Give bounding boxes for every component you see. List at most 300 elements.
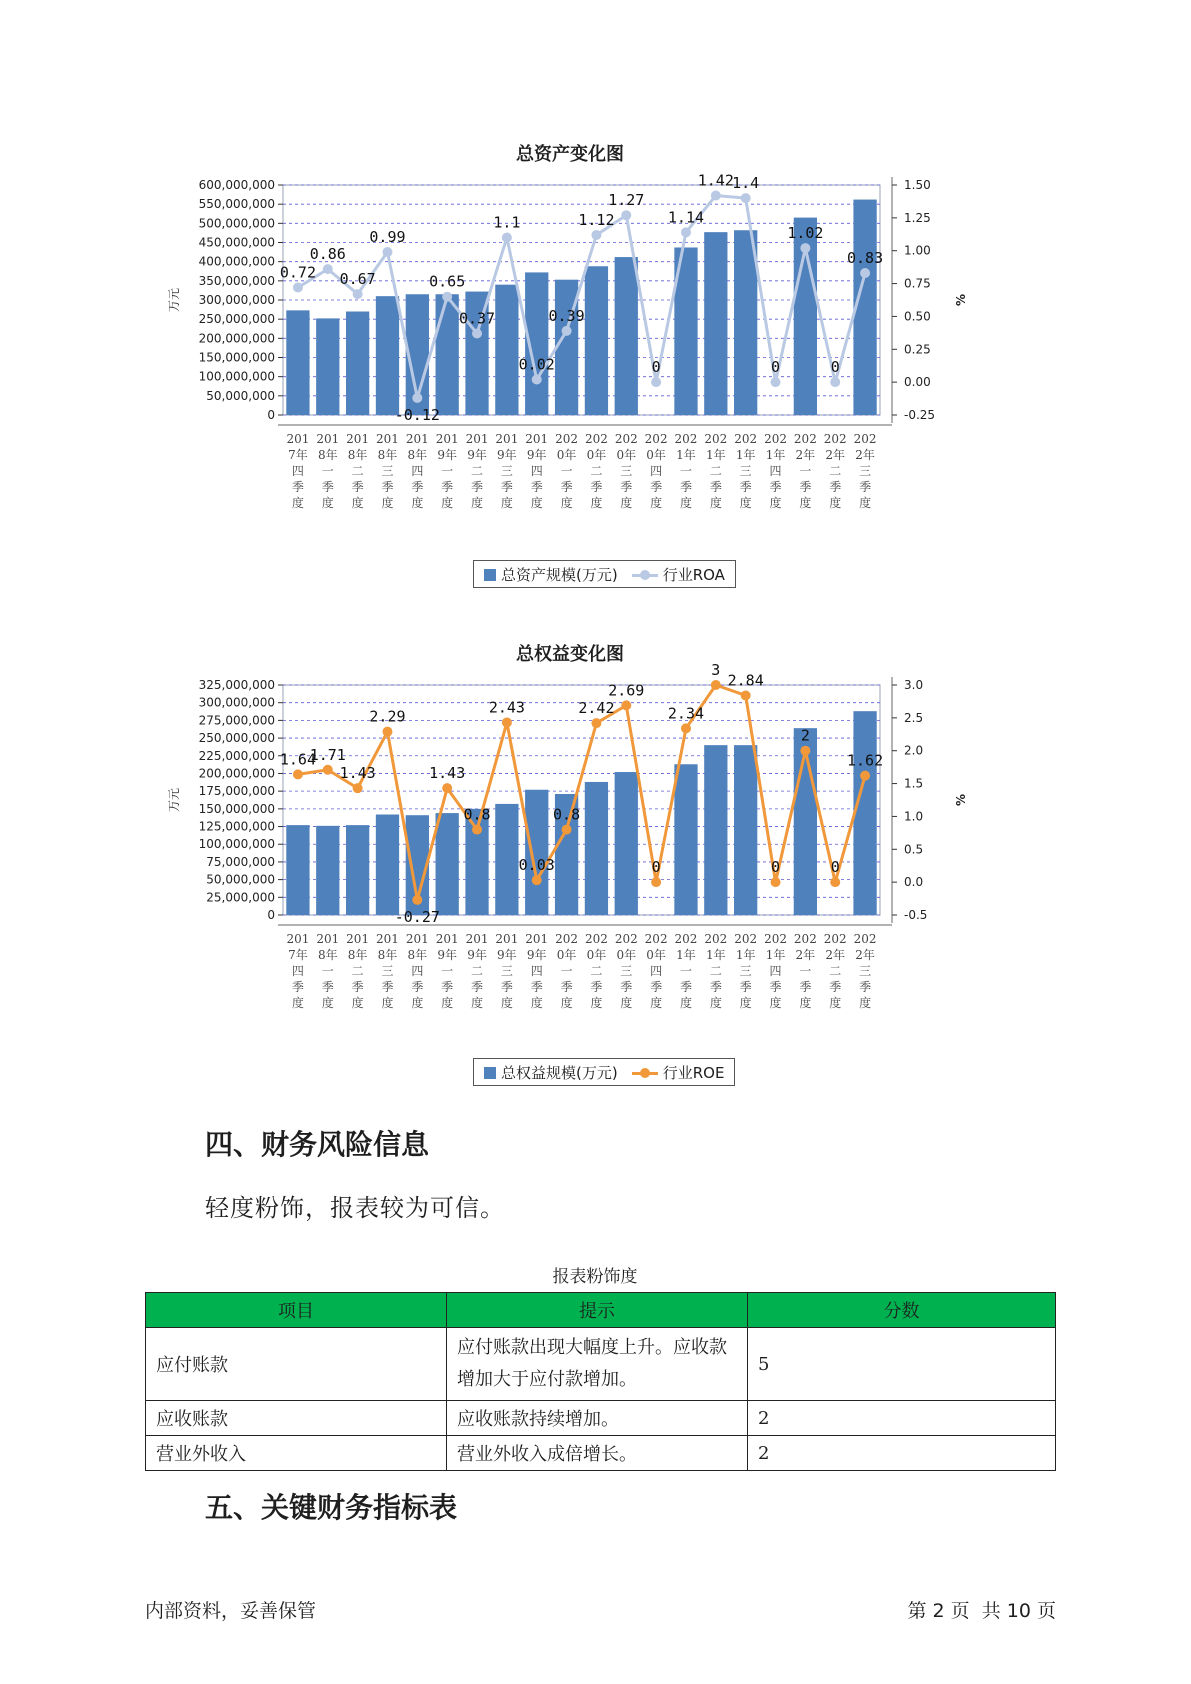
data-label: 2.34 xyxy=(667,704,705,723)
y-tick-label: 300,000,000 xyxy=(198,293,275,307)
x-tick-label: 二 xyxy=(590,464,603,478)
x-tick-label: 2年 xyxy=(855,948,875,962)
data-label: 0.99 xyxy=(369,228,406,247)
x-tick-label: 二 xyxy=(590,964,603,978)
bar xyxy=(734,230,757,415)
x-tick-label: 202 xyxy=(584,432,608,446)
x-tick-label: 季 xyxy=(411,480,424,494)
data-point xyxy=(532,875,542,885)
data-point xyxy=(830,377,840,387)
data-point xyxy=(651,377,661,387)
data-point xyxy=(472,329,482,339)
x-tick-label: 季 xyxy=(351,480,364,494)
bar xyxy=(495,804,518,915)
bar xyxy=(436,813,459,915)
data-label: 1.43 xyxy=(429,764,466,783)
x-tick-label: 度 xyxy=(321,996,334,1010)
data-point xyxy=(621,700,631,710)
data-label: 0.72 xyxy=(279,263,316,282)
x-tick-label: 202 xyxy=(823,932,847,946)
x-tick-label: 8年 xyxy=(347,948,368,962)
x-tick-label: 202 xyxy=(793,932,817,946)
chart-title: 总资产变化图 xyxy=(516,144,624,165)
x-tick-label: 2年 xyxy=(795,448,816,462)
x-tick-label: 202 xyxy=(555,432,579,446)
x-tick-label: 度 xyxy=(859,996,872,1010)
data-point xyxy=(651,877,661,887)
x-tick-label: 季 xyxy=(709,480,722,494)
x-tick-label: 季 xyxy=(620,980,633,994)
x-tick-label: 8年 xyxy=(377,448,398,462)
x-tick-label: 7年 xyxy=(288,448,308,462)
total-equity-chart xyxy=(167,640,970,1082)
x-tick-label: 季 xyxy=(590,480,603,494)
column-header: 项目 xyxy=(146,1293,447,1328)
data-point xyxy=(412,393,422,403)
data-label: 1.62 xyxy=(847,751,884,770)
y2-tick-label: 0.75 xyxy=(904,276,931,291)
x-tick-label: 季 xyxy=(471,980,484,994)
x-tick-label: 四 xyxy=(769,464,782,478)
x-tick-label: 9年 xyxy=(467,448,487,462)
total-assets-chart-svg xyxy=(167,140,970,580)
x-tick-label: 202 xyxy=(644,432,668,446)
y2-tick-label: 0.5 xyxy=(904,842,924,857)
y-tick-label: 150,000,000 xyxy=(198,350,275,365)
x-tick-label: 季 xyxy=(530,480,543,494)
x-tick-label: 季 xyxy=(829,980,842,994)
y-tick-label: 25,000,000 xyxy=(206,890,275,905)
legend-item-line xyxy=(632,1062,725,1083)
x-tick-label: 201 xyxy=(316,932,340,946)
x-tick-label: 一 xyxy=(560,964,573,978)
x-tick-label: 季 xyxy=(351,980,364,994)
x-tick-label: 度 xyxy=(679,996,692,1010)
x-tick-label: 202 xyxy=(704,932,728,946)
column-header: 提示 xyxy=(447,1293,748,1328)
data-label: 0 xyxy=(651,858,661,877)
y-tick-label: 150,000,000 xyxy=(198,801,275,816)
legend-item-bar xyxy=(484,1062,618,1083)
chart-title: 总权益变化图 xyxy=(516,644,624,665)
x-tick-label: 一 xyxy=(560,464,573,478)
x-tick-label: 0年 xyxy=(586,448,607,462)
data-point xyxy=(293,769,303,779)
y2-tick-label: 2.5 xyxy=(904,710,924,725)
y-tick-label: 50,000,000 xyxy=(206,872,275,887)
x-tick-label: 0年 xyxy=(556,948,577,962)
x-tick-label: 季 xyxy=(500,980,513,994)
x-tick-label: 度 xyxy=(530,496,543,510)
x-tick-label: 0年 xyxy=(646,448,666,462)
y-tick-label: 0 xyxy=(267,408,275,422)
data-point xyxy=(353,289,363,299)
data-label: 2.69 xyxy=(608,681,645,700)
x-tick-label: 季 xyxy=(859,980,872,994)
x-tick-label: 9年 xyxy=(526,448,547,462)
x-tick-label: 201 xyxy=(286,932,310,946)
y2-axis-label: % xyxy=(954,793,968,807)
total-assets-chart xyxy=(167,140,970,584)
x-tick-label: 8年 xyxy=(407,948,428,962)
x-tick-label: 季 xyxy=(799,980,812,994)
x-tick-label: 202 xyxy=(614,432,638,446)
chart-legend xyxy=(473,560,736,588)
data-label: 2.29 xyxy=(369,707,406,726)
x-tick-label: 201 xyxy=(405,932,429,946)
x-tick-label: 202 xyxy=(674,432,698,446)
x-tick-label: 季 xyxy=(620,480,633,494)
x-tick-label: 202 xyxy=(853,432,877,446)
legend-label: 行业ROE xyxy=(662,1063,725,1082)
item-cell: 应收账款 xyxy=(146,1401,447,1436)
x-tick-label: 201 xyxy=(346,432,370,446)
x-tick-label: 度 xyxy=(471,996,484,1010)
x-tick-label: 202 xyxy=(555,932,579,946)
x-tick-label: 二 xyxy=(709,964,722,978)
bar xyxy=(704,232,727,415)
x-tick-label: 度 xyxy=(679,496,692,510)
x-tick-label: 0年 xyxy=(556,448,577,462)
x-tick-label: 1年 xyxy=(765,948,786,962)
data-point xyxy=(562,326,572,336)
x-tick-label: 0年 xyxy=(616,948,637,962)
y2-tick-label: 0.00 xyxy=(904,375,931,390)
y-tick-label: 175,000,000 xyxy=(198,784,275,799)
x-tick-label: 四 xyxy=(530,464,543,478)
y2-tick-label: -0.25 xyxy=(904,408,936,422)
x-tick-label: 二 xyxy=(471,464,484,478)
x-tick-label: 201 xyxy=(495,432,519,446)
x-tick-label: 季 xyxy=(769,480,782,494)
x-tick-label: 度 xyxy=(291,996,304,1010)
data-point xyxy=(860,268,870,278)
chart-legend xyxy=(473,1058,735,1086)
data-label: -0.12 xyxy=(394,405,440,424)
data-label: 0 xyxy=(830,858,840,877)
y2-tick-label: -0.5 xyxy=(904,908,928,922)
bar xyxy=(734,745,757,915)
x-tick-label: 度 xyxy=(769,496,782,510)
kpi-heading: 五、关键财务指标表 xyxy=(205,1491,458,1524)
y-tick-label: 200,000,000 xyxy=(198,331,275,346)
x-tick-label: 季 xyxy=(650,980,663,994)
y2-tick-label: 1.25 xyxy=(904,210,931,225)
bar xyxy=(704,745,727,915)
bar xyxy=(286,825,309,915)
x-tick-label: 201 xyxy=(465,432,489,446)
x-tick-label: 度 xyxy=(859,496,872,510)
x-tick-label: 1年 xyxy=(765,448,786,462)
x-tick-label: 四 xyxy=(530,964,543,978)
x-tick-label: 季 xyxy=(560,980,573,994)
item-cell: 营业外收入 xyxy=(146,1436,447,1471)
hint-cell: 应收账款持续增加。 xyxy=(447,1401,748,1436)
x-tick-label: 度 xyxy=(709,496,722,510)
data-label: 1.27 xyxy=(608,191,645,210)
x-tick-label: 度 xyxy=(590,496,603,510)
x-tick-label: 202 xyxy=(853,932,877,946)
data-point xyxy=(472,825,482,835)
data-label: 1.42 xyxy=(697,171,734,190)
data-point xyxy=(711,191,721,201)
x-tick-label: 201 xyxy=(405,432,429,446)
x-tick-label: 9年 xyxy=(497,448,517,462)
x-tick-label: 季 xyxy=(679,480,692,494)
x-tick-label: 202 xyxy=(614,932,638,946)
table-row xyxy=(146,1401,1056,1436)
data-point xyxy=(681,723,691,733)
x-tick-label: 201 xyxy=(465,932,489,946)
y-tick-label: 600,000,000 xyxy=(198,178,275,192)
bar xyxy=(615,257,638,415)
bar xyxy=(585,266,608,415)
x-tick-label: 季 xyxy=(411,980,424,994)
data-point xyxy=(771,877,781,887)
x-tick-label: 一 xyxy=(321,464,334,478)
data-label: 0.02 xyxy=(518,355,555,374)
data-label: 1.14 xyxy=(667,208,705,227)
legend-label: 总资产规模(万元) xyxy=(501,565,618,584)
data-point xyxy=(711,680,721,690)
risk-table xyxy=(145,1292,1056,1471)
y2-tick-label: 0.0 xyxy=(904,875,924,890)
data-label: 0.03 xyxy=(518,856,555,875)
x-tick-label: 度 xyxy=(560,496,573,510)
x-tick-label: 201 xyxy=(495,932,519,946)
x-tick-label: 8年 xyxy=(377,948,398,962)
data-point xyxy=(741,691,751,701)
bar xyxy=(674,764,697,915)
x-tick-label: 季 xyxy=(441,980,454,994)
data-point xyxy=(860,771,870,781)
x-tick-label: 2年 xyxy=(795,948,816,962)
x-tick-label: 三 xyxy=(739,964,752,978)
bar xyxy=(495,285,518,415)
page-number: 第 2 页 共 10 页 xyxy=(907,1600,1056,1622)
x-tick-label: 1年 xyxy=(676,448,696,462)
bar xyxy=(376,296,399,415)
x-tick-label: 季 xyxy=(739,980,752,994)
x-tick-label: 度 xyxy=(530,996,543,1010)
x-tick-label: 二 xyxy=(351,464,364,478)
y2-tick-label: 1.00 xyxy=(904,243,931,258)
x-tick-label: 一 xyxy=(441,964,454,978)
x-tick-label: 度 xyxy=(829,996,842,1010)
data-label: 1.4 xyxy=(732,174,760,193)
hint-cell: 营业外收入成倍增长。 xyxy=(447,1436,748,1471)
data-label: 0.8 xyxy=(463,805,491,824)
data-label: 1.71 xyxy=(309,745,346,764)
column-header: 分数 xyxy=(748,1293,1056,1328)
x-tick-label: 8年 xyxy=(317,948,338,962)
data-point xyxy=(502,233,512,243)
y-tick-label: 75,000,000 xyxy=(206,854,275,869)
x-tick-label: 0年 xyxy=(646,948,666,962)
x-tick-label: 8年 xyxy=(347,448,368,462)
x-tick-label: 三 xyxy=(620,464,633,478)
x-tick-label: 一 xyxy=(441,464,454,478)
data-label: 0.83 xyxy=(847,249,884,268)
x-tick-label: 季 xyxy=(530,980,543,994)
x-tick-label: 季 xyxy=(769,980,782,994)
x-tick-label: 201 xyxy=(525,432,549,446)
x-tick-label: 二 xyxy=(829,964,842,978)
data-label: 0.39 xyxy=(548,306,585,325)
data-label: 1.64 xyxy=(279,750,316,769)
data-point xyxy=(562,825,572,835)
y2-tick-label: 3.0 xyxy=(904,678,924,692)
x-tick-label: 三 xyxy=(500,464,513,478)
score-cell: 2 xyxy=(748,1436,1056,1471)
y-tick-label: 550,000,000 xyxy=(198,197,275,212)
x-tick-label: 2年 xyxy=(825,948,846,962)
table-row xyxy=(146,1328,1056,1401)
x-tick-label: 一 xyxy=(321,964,334,978)
legend-item-bar xyxy=(484,564,618,585)
data-point xyxy=(800,243,810,253)
risk-heading: 四、财务风险信息 xyxy=(205,1128,430,1161)
table-row xyxy=(146,1436,1056,1471)
x-tick-label: 度 xyxy=(321,496,334,510)
x-tick-label: 季 xyxy=(500,480,513,494)
data-point xyxy=(502,717,512,727)
x-tick-label: 度 xyxy=(411,496,424,510)
data-point xyxy=(382,247,392,257)
x-tick-label: 季 xyxy=(471,480,484,494)
data-label: 3 xyxy=(711,661,721,679)
y2-tick-label: 1.50 xyxy=(904,178,931,192)
data-point xyxy=(353,783,363,793)
x-tick-label: 二 xyxy=(709,464,722,478)
x-tick-label: 度 xyxy=(381,496,394,510)
x-tick-label: 1年 xyxy=(735,948,756,962)
x-tick-label: 季 xyxy=(381,980,394,994)
y2-tick-label: 2.0 xyxy=(904,743,924,758)
y-tick-label: 325,000,000 xyxy=(198,678,275,692)
x-tick-label: 三 xyxy=(859,964,872,978)
bar xyxy=(346,312,369,416)
y-tick-label: 125,000,000 xyxy=(198,819,275,834)
x-tick-label: 度 xyxy=(739,996,752,1010)
y-tick-label: 275,000,000 xyxy=(198,713,275,728)
data-label: 2.42 xyxy=(578,699,615,718)
x-tick-label: 季 xyxy=(321,980,334,994)
y-tick-label: 400,000,000 xyxy=(198,254,275,269)
data-label: 0 xyxy=(651,358,661,377)
x-tick-label: 季 xyxy=(291,980,304,994)
table-caption: 报表粉饰度 xyxy=(552,1267,638,1287)
x-tick-label: 201 xyxy=(435,432,459,446)
x-tick-label: 四 xyxy=(291,464,304,478)
x-tick-label: 度 xyxy=(441,996,454,1010)
data-point xyxy=(442,292,452,302)
bar xyxy=(525,790,548,915)
x-tick-label: 度 xyxy=(351,996,364,1010)
x-tick-label: 202 xyxy=(674,932,698,946)
data-point xyxy=(681,227,691,237)
bar xyxy=(316,826,339,915)
legend-label: 总权益规模(万元) xyxy=(501,1063,618,1082)
x-tick-label: 8年 xyxy=(407,448,428,462)
x-tick-label: 季 xyxy=(799,480,812,494)
x-tick-label: 202 xyxy=(823,432,847,446)
x-tick-label: 一 xyxy=(679,964,692,978)
x-tick-label: 三 xyxy=(859,464,872,478)
y-tick-label: 200,000,000 xyxy=(198,766,275,781)
y-tick-label: 350,000,000 xyxy=(198,273,275,288)
x-tick-label: 2年 xyxy=(855,448,875,462)
x-tick-label: 四 xyxy=(291,964,304,978)
x-tick-label: 季 xyxy=(859,480,872,494)
y-tick-label: 250,000,000 xyxy=(198,731,275,746)
y-tick-label: 225,000,000 xyxy=(198,748,275,763)
x-tick-label: 季 xyxy=(321,480,334,494)
data-point xyxy=(591,230,601,240)
x-tick-label: 201 xyxy=(346,932,370,946)
x-tick-label: 季 xyxy=(739,480,752,494)
data-point xyxy=(532,375,542,385)
data-point xyxy=(800,746,810,756)
data-label: 0.86 xyxy=(309,245,346,264)
x-tick-label: 二 xyxy=(351,964,364,978)
x-tick-label: 三 xyxy=(500,964,513,978)
data-point xyxy=(323,264,333,274)
data-point xyxy=(830,877,840,887)
data-label: 2 xyxy=(800,726,810,745)
data-label: 1.02 xyxy=(787,224,824,243)
y-axis-label: 万元 xyxy=(167,287,181,313)
x-tick-label: 度 xyxy=(381,996,394,1010)
footer-confidential: 内部资料，妥善保管 xyxy=(145,1600,317,1622)
y2-tick-label: 1.0 xyxy=(904,809,924,824)
y2-tick-label: 1.5 xyxy=(904,776,924,791)
x-tick-label: 季 xyxy=(650,480,663,494)
x-tick-label: 二 xyxy=(829,464,842,478)
x-tick-label: 一 xyxy=(679,464,692,478)
hint-cell: 应付账款出现大幅度上升。应收款增加大于应付款增加。 xyxy=(447,1328,748,1401)
x-tick-label: 2年 xyxy=(825,448,846,462)
x-tick-label: 201 xyxy=(435,932,459,946)
x-tick-label: 度 xyxy=(351,496,364,510)
data-point xyxy=(412,895,422,905)
x-tick-label: 1年 xyxy=(676,948,696,962)
x-tick-label: 202 xyxy=(793,432,817,446)
data-point xyxy=(741,193,751,203)
total-equity-chart-svg xyxy=(167,640,970,1080)
x-tick-label: 7年 xyxy=(288,948,308,962)
x-tick-label: 度 xyxy=(620,996,633,1010)
x-tick-label: 202 xyxy=(644,932,668,946)
data-label: 0.67 xyxy=(339,270,376,289)
x-tick-label: 度 xyxy=(441,496,454,510)
x-tick-label: 季 xyxy=(679,980,692,994)
bar xyxy=(316,318,339,415)
x-tick-label: 度 xyxy=(739,496,752,510)
data-point xyxy=(771,377,781,387)
x-tick-label: 度 xyxy=(500,496,513,510)
x-tick-label: 季 xyxy=(590,980,603,994)
item-cell: 应付账款 xyxy=(146,1328,447,1401)
bar xyxy=(585,782,608,915)
x-tick-label: 度 xyxy=(500,996,513,1010)
x-tick-label: 度 xyxy=(650,996,663,1010)
y2-tick-label: 0.50 xyxy=(904,309,931,324)
data-point xyxy=(621,210,631,220)
data-point xyxy=(323,765,333,775)
x-tick-label: 季 xyxy=(441,480,454,494)
x-tick-label: 三 xyxy=(381,464,394,478)
